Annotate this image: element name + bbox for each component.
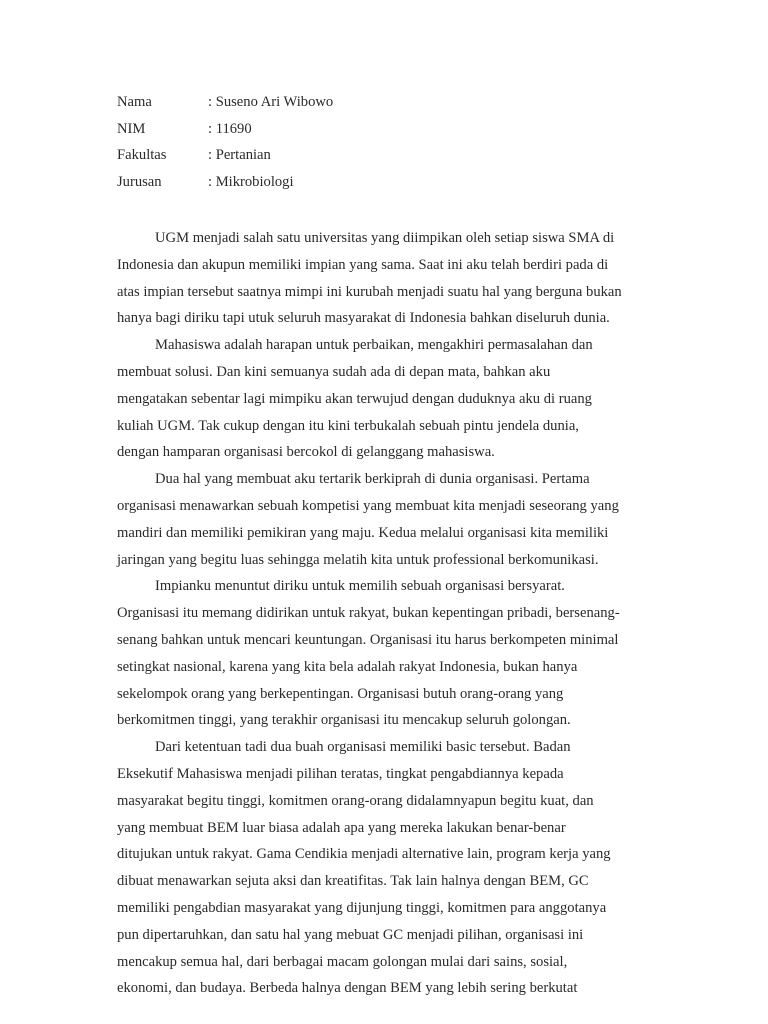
text-line: hanya bagi diriku tapi utuk seluruh masyarakat di Indonesia bahkan diseluruh dunia. [117,310,610,327]
text-line: Dari ketentuan tadi dua buah organisasi memiliki basic tersebut. Badan [155,739,571,756]
text-line: atas impian tersebut saatnya mimpi ini kurubah menjadi suatu hal yang berguna bukan [117,283,622,300]
paragraph-1 [117,225,645,332]
identity-value: : Mikrobiologi [208,174,294,191]
text-line: membuat solusi. Dan kini semuanya sudah ada di depan mata, bahkan aku [117,363,551,380]
text-line: organisasi menawarkan sebuah kompetisi yang membuat kita menjadi seseorang yang [117,497,619,514]
text-line: masyarakat begitu tinggi, komitmen orang-orang didalamnyapun begitu kuat, dan [117,792,594,809]
identity-row-jurusan [117,173,637,200]
text-line: Mahasiswa adalah harapan untuk perbaikan, mengakhiri permasalahan dan [155,337,593,354]
text-line: mengatakan sebentar lagi mimpiku akan terwujud dengan duduknya aku di ruang [117,390,592,407]
identity-label: Jurusan [117,174,162,191]
text-line: pun dipertaruhkan, dan satu hal yang mebuat GC menjadi pilihan, organisasi ini [117,926,584,943]
text-line: dengan hamparan organisasi bercokol di gelanggang mahasiswa. [117,444,495,461]
identity-label: NIM [117,120,146,137]
text-line: Eksekutif Mahasiswa menjadi pilihan teratas, tingkat pengabdiannya kepada [117,765,564,782]
identity-block [117,93,637,200]
text-line: dibuat menawarkan sejuta aksi dan kreatifitas. Tak lain halnya dengan BEM, GC [117,873,589,890]
text-line: senang bahkan untuk mencari keuntungan. Organisasi itu harus berkompeten minimal [117,631,619,648]
text-line: sekelompok orang yang berkepentingan. Organisasi butuh orang-orang yang [117,685,564,702]
text-line: Organisasi itu memang didirikan untuk rakyat, bukan kepentingan pribadi, bersenang- [117,605,620,622]
identity-label: Nama [117,94,152,110]
identity-row-fakultas [117,146,637,173]
identity-row-nim [117,120,637,147]
text-line: mandiri dan memiliki pemikiran yang maju. Kedua melalui organisasi kita memiliki [117,524,609,541]
paragraph-3 [117,466,645,573]
text-line: berkomitmen tinggi, yang terakhir organisasi itu mencakup seluruh golongan. [117,712,571,729]
identity-row-nama [117,93,637,120]
text-line: mencakup semua hal, dari berbagai macam golongan mulai dari sains, sosial, [117,953,568,970]
paragraph-2 [117,332,645,466]
text-line: Dua hal yang membuat aku tertarik berkiprah di dunia organisasi. Pertama [155,471,590,488]
text-line: UGM menjadi salah satu universitas yang diimpikan oleh setiap siswa SMA di [155,230,615,246]
paragraph-4 [117,573,645,734]
text-line: Indonesia dan akupun memiliki impian yang sama. Saat ini aku telah berdiri pada di [117,256,609,273]
text-line: ditujukan untuk rakyat. Gama Cendikia menjadi alternative lain, program kerja yang [117,846,611,863]
identity-label: Fakultas [117,147,167,164]
identity-value: : 11690 [208,120,252,137]
text-line: ekonomi, dan budaya. Berbeda halnya dengan BEM yang lebih sering berkutat [117,980,578,997]
text-line: kuliah UGM. Tak cukup dengan itu kini terbukalah sebuah pintu jendela dunia, [117,417,579,434]
identity-value: : Suseno Ari Wibowo [208,94,334,110]
text-line: memiliki pengabdian masyarakat yang dijunjung tinggi, komitmen para anggotanya [117,899,607,916]
paragraph-5 [117,734,645,1002]
text-line: setingkat nasional, karena yang kita bela adalah rakyat Indonesia, bukan hanya [117,658,578,675]
text-line: jaringan yang begitu luas sehingga melatih kita untuk professional berkomunikasi. [117,551,599,568]
essay-body [117,225,645,1002]
identity-value: : Pertanian [208,147,271,164]
text-line: yang membuat BEM luar biasa adalah apa yang mereka lakukan benar-benar [117,819,566,836]
text-line: Impianku menuntut diriku untuk memilih sebuah organisasi bersyarat. [155,578,565,595]
